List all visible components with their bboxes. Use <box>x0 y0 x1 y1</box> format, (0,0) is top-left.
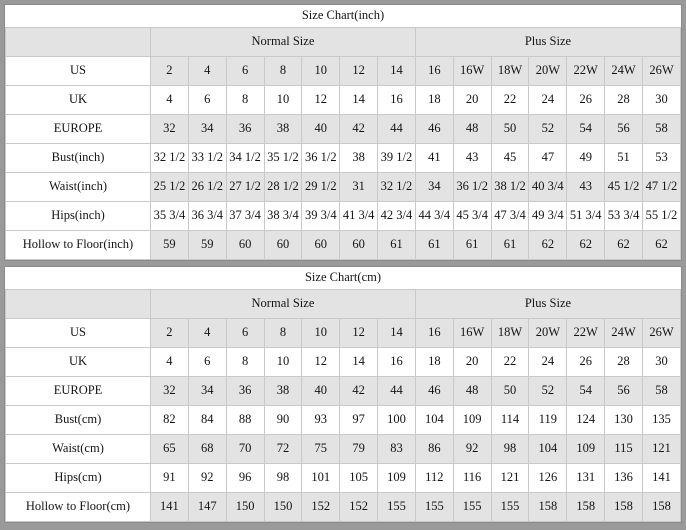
group-header: Normal Size <box>151 290 416 319</box>
table-cell: 6 <box>226 319 264 348</box>
table-cell: 36 <box>226 377 264 406</box>
table-cell: 36 1/2 <box>453 173 491 202</box>
table-cell: 158 <box>642 493 680 522</box>
table-cell: 20 <box>453 86 491 115</box>
table-cell: 68 <box>188 435 226 464</box>
table-cell: 34 1/2 <box>226 144 264 173</box>
table-cell: 44 <box>378 377 416 406</box>
table-cell: 92 <box>453 435 491 464</box>
row-header: Waist(cm) <box>6 435 151 464</box>
table-cell: 34 <box>188 377 226 406</box>
group-header-row <box>6 290 681 319</box>
table-cell: 47 3/4 <box>491 202 529 231</box>
table-cell: 79 <box>340 435 378 464</box>
table-cell: 60 <box>302 231 340 260</box>
table-cell: 6 <box>188 86 226 115</box>
table-cell: 28 1/2 <box>264 173 302 202</box>
group-header: Plus Size <box>415 28 680 57</box>
table-cell: 12 <box>302 348 340 377</box>
table-cell: 45 1/2 <box>605 173 643 202</box>
table-cell: 98 <box>264 464 302 493</box>
table-cell: 43 <box>567 173 605 202</box>
table-cell: 61 <box>415 231 453 260</box>
row-header: UK <box>6 348 151 377</box>
table-cell: 53 3/4 <box>605 202 643 231</box>
table-cell: 26 <box>567 86 605 115</box>
table-cell: 16W <box>453 319 491 348</box>
table-cell: 141 <box>151 493 189 522</box>
table-row <box>6 377 681 406</box>
table-cell: 130 <box>605 406 643 435</box>
table-cell: 37 3/4 <box>226 202 264 231</box>
table-cell: 135 <box>642 406 680 435</box>
table-cell: 155 <box>453 493 491 522</box>
table-cell: 86 <box>415 435 453 464</box>
table-cell: 41 <box>415 144 453 173</box>
table-cell: 121 <box>491 464 529 493</box>
table-row <box>6 144 681 173</box>
table-cell: 109 <box>453 406 491 435</box>
table-row <box>6 493 681 522</box>
table-cell: 6 <box>226 57 264 86</box>
table-cell: 61 <box>378 231 416 260</box>
row-header: Bust(cm) <box>6 406 151 435</box>
table-cell: 4 <box>188 319 226 348</box>
row-header: Hollow to Floor(inch) <box>6 231 151 260</box>
table-cell: 82 <box>151 406 189 435</box>
table-cell: 60 <box>340 231 378 260</box>
table-cell: 104 <box>415 406 453 435</box>
table-cell: 54 <box>567 115 605 144</box>
table-cell: 115 <box>605 435 643 464</box>
table-cell: 10 <box>264 86 302 115</box>
table-cell: 42 <box>340 115 378 144</box>
table-cell: 61 <box>453 231 491 260</box>
table-cell: 6 <box>188 348 226 377</box>
table-cell: 30 <box>642 348 680 377</box>
table-cell: 24 <box>529 348 567 377</box>
table-cell: 10 <box>302 319 340 348</box>
table-cell: 27 1/2 <box>226 173 264 202</box>
table-cell: 10 <box>264 348 302 377</box>
table-cell: 14 <box>378 319 416 348</box>
table-cell: 38 <box>340 144 378 173</box>
table-cell: 54 <box>567 377 605 406</box>
table-cell: 150 <box>226 493 264 522</box>
table-cell: 112 <box>415 464 453 493</box>
table-cell: 42 3/4 <box>378 202 416 231</box>
table-cell: 18 <box>415 86 453 115</box>
table-cell: 109 <box>567 435 605 464</box>
table-cell: 97 <box>340 406 378 435</box>
table-cell: 52 <box>529 377 567 406</box>
row-header: Waist(inch) <box>6 173 151 202</box>
table-cell: 91 <box>151 464 189 493</box>
table-cell: 24W <box>605 57 643 86</box>
table-cell: 155 <box>415 493 453 522</box>
table-cell: 28 <box>605 86 643 115</box>
table-cell: 62 <box>605 231 643 260</box>
table-cell: 20W <box>529 319 567 348</box>
table-cell: 4 <box>188 57 226 86</box>
table-row <box>6 435 681 464</box>
table-cell: 44 <box>378 115 416 144</box>
table-cell: 34 <box>188 115 226 144</box>
table-row <box>6 202 681 231</box>
corner-cell <box>6 28 151 57</box>
table-body-inch <box>6 5 681 260</box>
table-cell: 26W <box>642 57 680 86</box>
corner-cell <box>6 290 151 319</box>
table-cell: 4 <box>151 86 189 115</box>
table-cell: 90 <box>264 406 302 435</box>
table-cell: 26W <box>642 319 680 348</box>
table-cell: 152 <box>340 493 378 522</box>
table-cell: 88 <box>226 406 264 435</box>
chart-title: Size Chart(inch) <box>6 5 681 28</box>
row-header: UK <box>6 86 151 115</box>
table-cell: 56 <box>605 377 643 406</box>
table-cell: 29 1/2 <box>302 173 340 202</box>
table-cell: 155 <box>491 493 529 522</box>
chart-title-row <box>6 267 681 290</box>
table-cell: 126 <box>529 464 567 493</box>
table-cell: 44 3/4 <box>415 202 453 231</box>
row-header: US <box>6 319 151 348</box>
table-cell: 22W <box>567 57 605 86</box>
table-cell: 22 <box>491 348 529 377</box>
table-cell: 45 <box>491 144 529 173</box>
table-cell: 46 <box>415 115 453 144</box>
table-row <box>6 57 681 86</box>
table-cell: 147 <box>188 493 226 522</box>
table-cell: 72 <box>264 435 302 464</box>
table-cell: 8 <box>264 57 302 86</box>
table-cell: 18W <box>491 319 529 348</box>
table-cell: 114 <box>491 406 529 435</box>
table-cell: 150 <box>264 493 302 522</box>
table-cell: 10 <box>302 57 340 86</box>
table-cell: 62 <box>529 231 567 260</box>
row-header: US <box>6 57 151 86</box>
size-chart-cm <box>4 266 682 523</box>
table-cell: 28 <box>605 348 643 377</box>
table-cell: 70 <box>226 435 264 464</box>
table-cell: 47 <box>529 144 567 173</box>
table-cell: 41 3/4 <box>340 202 378 231</box>
table-cell: 39 3/4 <box>302 202 340 231</box>
table-cell: 18 <box>415 348 453 377</box>
table-cell: 24 <box>529 86 567 115</box>
table-cell: 34 <box>415 173 453 202</box>
table-row <box>6 348 681 377</box>
table-cell: 62 <box>642 231 680 260</box>
table-cell: 48 <box>453 377 491 406</box>
table-cell: 8 <box>226 348 264 377</box>
table-cell: 49 <box>567 144 605 173</box>
row-header: Bust(inch) <box>6 144 151 173</box>
table-cell: 36 <box>226 115 264 144</box>
table-cell: 2 <box>151 319 189 348</box>
table-cell: 56 <box>605 115 643 144</box>
table-row <box>6 319 681 348</box>
table-cell: 32 <box>151 377 189 406</box>
table-cell: 50 <box>491 377 529 406</box>
table-cell: 58 <box>642 377 680 406</box>
table-cell: 158 <box>567 493 605 522</box>
table-row <box>6 115 681 144</box>
table-cell: 16 <box>378 348 416 377</box>
table-cell: 25 1/2 <box>151 173 189 202</box>
table-cell: 12 <box>340 57 378 86</box>
table-cell: 26 <box>567 348 605 377</box>
table-cell: 45 3/4 <box>453 202 491 231</box>
table-cell: 83 <box>378 435 416 464</box>
table-cell: 8 <box>226 86 264 115</box>
table-cell: 48 <box>453 115 491 144</box>
table-cell: 53 <box>642 144 680 173</box>
table-cell: 75 <box>302 435 340 464</box>
table-cell: 38 3/4 <box>264 202 302 231</box>
size-table-inch <box>5 5 681 260</box>
table-cell: 52 <box>529 115 567 144</box>
table-cell: 30 <box>642 86 680 115</box>
table-cell: 98 <box>491 435 529 464</box>
table-cell: 31 <box>340 173 378 202</box>
table-cell: 50 <box>491 115 529 144</box>
table-cell: 36 3/4 <box>188 202 226 231</box>
chart-title: Size Chart(cm) <box>6 267 681 290</box>
table-cell: 20 <box>453 348 491 377</box>
table-cell: 40 <box>302 115 340 144</box>
table-cell: 136 <box>605 464 643 493</box>
row-header: EUROPE <box>6 115 151 144</box>
table-cell: 14 <box>340 86 378 115</box>
table-cell: 141 <box>642 464 680 493</box>
row-header: Hips(cm) <box>6 464 151 493</box>
chart-title-row <box>6 5 681 28</box>
table-cell: 92 <box>188 464 226 493</box>
table-cell: 35 1/2 <box>264 144 302 173</box>
table-cell: 38 <box>264 377 302 406</box>
table-cell: 38 1/2 <box>491 173 529 202</box>
table-cell: 35 3/4 <box>151 202 189 231</box>
row-header: Hollow to Floor(cm) <box>6 493 151 522</box>
table-cell: 36 1/2 <box>302 144 340 173</box>
table-cell: 47 1/2 <box>642 173 680 202</box>
table-cell: 40 3/4 <box>529 173 567 202</box>
table-cell: 59 <box>151 231 189 260</box>
table-cell: 46 <box>415 377 453 406</box>
table-row <box>6 406 681 435</box>
table-cell: 109 <box>378 464 416 493</box>
table-row <box>6 86 681 115</box>
table-cell: 20W <box>529 57 567 86</box>
table-cell: 18W <box>491 57 529 86</box>
group-header: Plus Size <box>415 290 680 319</box>
table-cell: 32 <box>151 115 189 144</box>
table-cell: 96 <box>226 464 264 493</box>
table-cell: 16 <box>415 57 453 86</box>
table-cell: 121 <box>642 435 680 464</box>
table-cell: 4 <box>151 348 189 377</box>
table-cell: 158 <box>605 493 643 522</box>
size-table-cm <box>5 267 681 522</box>
table-cell: 40 <box>302 377 340 406</box>
table-cell: 38 <box>264 115 302 144</box>
table-body-cm <box>6 267 681 522</box>
table-cell: 131 <box>567 464 605 493</box>
group-header: Normal Size <box>151 28 416 57</box>
table-cell: 100 <box>378 406 416 435</box>
table-row <box>6 231 681 260</box>
table-cell: 155 <box>378 493 416 522</box>
row-header: EUROPE <box>6 377 151 406</box>
table-row <box>6 173 681 202</box>
table-row <box>6 464 681 493</box>
table-cell: 65 <box>151 435 189 464</box>
table-cell: 105 <box>340 464 378 493</box>
table-cell: 51 <box>605 144 643 173</box>
table-cell: 43 <box>453 144 491 173</box>
table-cell: 32 1/2 <box>151 144 189 173</box>
table-cell: 14 <box>378 57 416 86</box>
table-cell: 61 <box>491 231 529 260</box>
table-cell: 12 <box>340 319 378 348</box>
table-cell: 24W <box>605 319 643 348</box>
table-cell: 62 <box>567 231 605 260</box>
table-cell: 16 <box>378 86 416 115</box>
table-cell: 60 <box>226 231 264 260</box>
table-cell: 124 <box>567 406 605 435</box>
table-cell: 16W <box>453 57 491 86</box>
table-cell: 104 <box>529 435 567 464</box>
table-cell: 42 <box>340 377 378 406</box>
table-cell: 93 <box>302 406 340 435</box>
table-cell: 2 <box>151 57 189 86</box>
table-cell: 33 1/2 <box>188 144 226 173</box>
table-cell: 119 <box>529 406 567 435</box>
group-header-row <box>6 28 681 57</box>
size-chart-inch <box>4 4 682 261</box>
table-cell: 8 <box>264 319 302 348</box>
table-cell: 32 1/2 <box>378 173 416 202</box>
table-cell: 39 1/2 <box>378 144 416 173</box>
table-cell: 22W <box>567 319 605 348</box>
table-cell: 60 <box>264 231 302 260</box>
table-cell: 59 <box>188 231 226 260</box>
table-cell: 84 <box>188 406 226 435</box>
table-cell: 49 3/4 <box>529 202 567 231</box>
row-header: Hips(inch) <box>6 202 151 231</box>
table-cell: 101 <box>302 464 340 493</box>
table-cell: 22 <box>491 86 529 115</box>
table-cell: 26 1/2 <box>188 173 226 202</box>
table-cell: 14 <box>340 348 378 377</box>
table-cell: 58 <box>642 115 680 144</box>
table-cell: 16 <box>415 319 453 348</box>
table-cell: 12 <box>302 86 340 115</box>
table-cell: 116 <box>453 464 491 493</box>
table-cell: 51 3/4 <box>567 202 605 231</box>
table-cell: 152 <box>302 493 340 522</box>
table-cell: 55 1/2 <box>642 202 680 231</box>
table-cell: 158 <box>529 493 567 522</box>
